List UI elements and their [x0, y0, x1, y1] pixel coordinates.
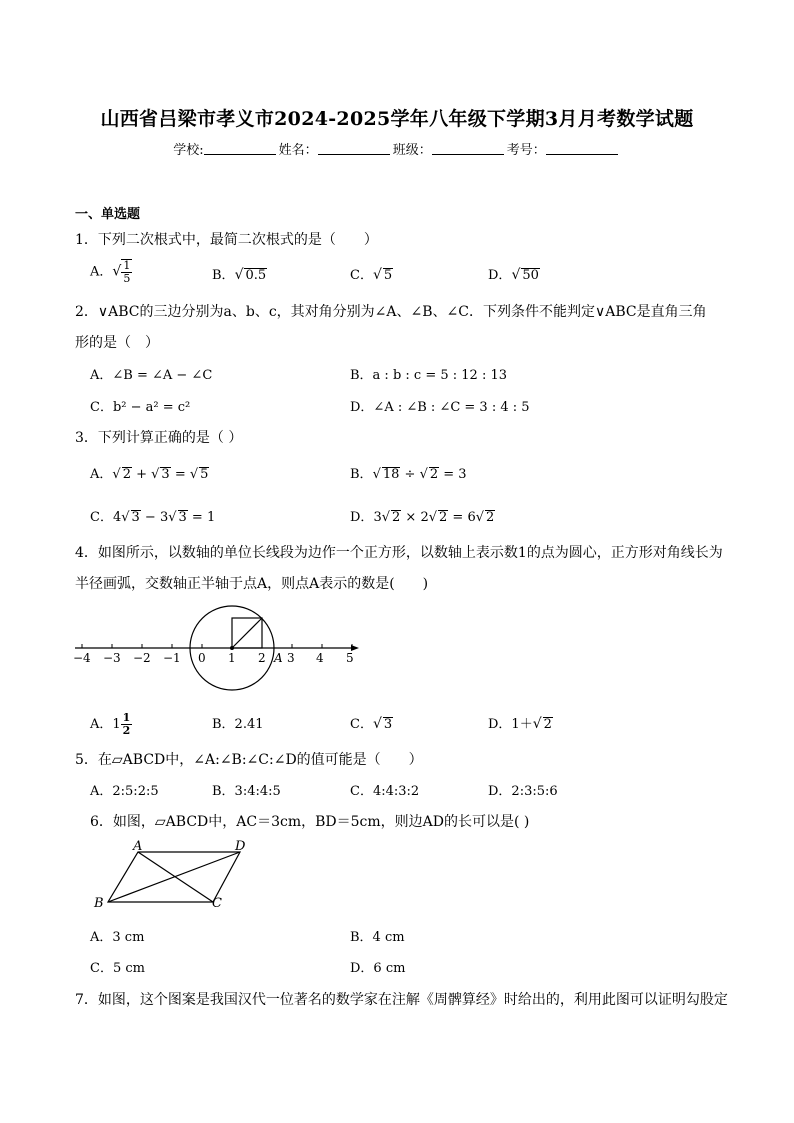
q3-b-label: B．	[350, 467, 373, 482]
q2-option-c: C．b² − a² = c²	[90, 400, 191, 415]
square-diagonal	[232, 618, 262, 648]
axis-label: −2	[133, 651, 151, 665]
q4-a-label: A．1	[90, 717, 121, 732]
q6-option-a: A．3 cm	[90, 930, 145, 945]
q1-d-label: D．	[488, 268, 512, 283]
section-heading: 一、单选题	[75, 207, 141, 222]
q1-b-radicand: 0.5	[245, 268, 267, 283]
q4-option-a	[90, 712, 132, 737]
q1-d-radicand: 50	[522, 268, 539, 283]
radical-icon: √	[112, 263, 122, 280]
number-label: 考号：	[506, 143, 546, 158]
q7-stem: 7．如图，这个图案是我国汉代一位著名的数学家在注解《周髀算经》时给出的，利用此图可以证明勾股定	[75, 992, 728, 1008]
q5-option-a: A．2:5:2:5	[90, 784, 159, 799]
q2-stem-line2: 形的是（ ）	[75, 335, 159, 351]
q5-option-b: B．3:4:4:5	[212, 784, 281, 799]
q3-d-label: D．	[350, 510, 374, 525]
q3-option-b: B．√ 18 ÷ √ 2 = 3	[350, 467, 467, 482]
vertex-d-label: D	[235, 839, 246, 854]
school-blank	[204, 142, 276, 155]
axis-label: 2	[258, 651, 266, 665]
page-title: 山西省吕梁市孝义市2024-2025学年八年级下学期3月月考数学试题	[100, 108, 694, 130]
class-label: 班级：	[392, 143, 432, 158]
q2-option-b: B．a : b : c = 5 : 12 : 13	[350, 368, 507, 383]
q4-stem-line1: 4．如图所示，以数轴的单位长线段为边作一个正方形，以数轴上表示数1的点为圆心，正方形对角线长为	[75, 545, 723, 561]
q4-option-c	[350, 713, 393, 732]
radical-icon: √	[372, 267, 382, 283]
axis-label: 0	[198, 651, 206, 665]
vertex-c-label: C	[212, 896, 222, 911]
parallelogram-figure	[88, 838, 258, 914]
number-blank	[546, 142, 618, 155]
vertex-b-label: B	[94, 896, 104, 911]
q6-option-c: C．5 cm	[90, 961, 145, 976]
q4-option-d	[488, 713, 553, 732]
q6-option-b: B．4 cm	[350, 930, 405, 945]
q1-option-d	[488, 264, 540, 283]
q1-b-label: B．	[212, 268, 235, 283]
q3-a-label: A．	[90, 467, 113, 482]
q3-c-label: C．	[90, 510, 113, 525]
q1-c-label: C．	[350, 268, 373, 283]
q1-option-b	[212, 264, 267, 283]
radical-icon: √	[532, 716, 542, 732]
q2-stem-line1: 2．∨ABC的三边分别为a、b、c，其对角分别为∠A、∠B、∠C．下列条件不能判定∨ABC是直角三角	[75, 304, 707, 320]
q5-stem: 5．在▱ABCD中，∠A:∠B:∠C:∠D的值可能是（ ）	[75, 752, 423, 768]
q1-stem: 1．下列二次根式中，最简二次根式的是（ ）	[75, 232, 378, 248]
axis-label: −3	[103, 651, 121, 665]
q2-option-a: A．∠B = ∠A − ∠C	[90, 368, 213, 383]
q4-d-radicand: 2	[543, 717, 552, 732]
diagonal-bd	[108, 852, 240, 902]
q1-option-a	[90, 259, 132, 285]
vertex-a-label: A	[133, 839, 143, 854]
q6-stem: 6．如图，▱ABCD中，AC＝3cm，BD＝5cm，则边AD的长可以是( )	[90, 814, 530, 830]
name-blank	[318, 142, 390, 155]
q2-option-d: D．∠A : ∠B : ∠C = 3 : 4 : 5	[350, 400, 530, 415]
q3-option-d: D．3√ 2 × 2√ 2 = 6√ 2	[350, 510, 495, 525]
q1-a-den: 5	[123, 272, 131, 285]
student-info	[0, 139, 794, 158]
axis-label: 3	[287, 651, 295, 665]
radical-icon: √	[372, 716, 382, 732]
axis-label: −4	[73, 651, 91, 665]
number-line-figure	[70, 600, 370, 695]
q4-option-b: B．2.41	[212, 717, 264, 732]
q4-stem-line2: 半径画弧，交数轴正半轴于点A，则点A表示的数是( )	[75, 576, 429, 592]
q6-option-d: D．6 cm	[350, 961, 406, 976]
school-label: 学校:	[173, 143, 204, 158]
q4-a-num: 1	[122, 711, 131, 724]
axis-label: 1	[228, 651, 236, 665]
q4-c-radicand: 3	[383, 717, 393, 732]
point-a-label: A	[274, 651, 283, 665]
q1-a-num: 1	[123, 259, 131, 272]
q1-option-c	[350, 264, 393, 283]
radical-icon: √	[234, 267, 244, 283]
class-blank	[432, 142, 504, 155]
radical-icon: √	[511, 267, 521, 283]
name-label: 姓名：	[278, 143, 318, 158]
q3-option-c: C．4√ 3 − 3√ 3 = 1	[90, 510, 216, 525]
q1-a-label: A．	[90, 264, 113, 280]
q3-stem: 3．下列计算正确的是（ ）	[75, 430, 243, 446]
q1-c-radicand: 5	[383, 268, 393, 283]
q5-option-d: D．2:3:5:6	[488, 784, 558, 799]
axis-label: −1	[163, 651, 181, 665]
q3-option-a: A．√ 2 + √ 3 = √ 5	[90, 467, 209, 482]
q4-d-label: D．1＋	[488, 717, 533, 732]
axis-label: 4	[316, 651, 324, 665]
q4-a-den: 2	[122, 724, 131, 737]
q4-c-label: C．	[350, 717, 373, 732]
axis-label: 5	[346, 651, 354, 665]
q5-option-c: C．4:4:3:2	[350, 784, 420, 799]
center-point	[230, 646, 234, 650]
